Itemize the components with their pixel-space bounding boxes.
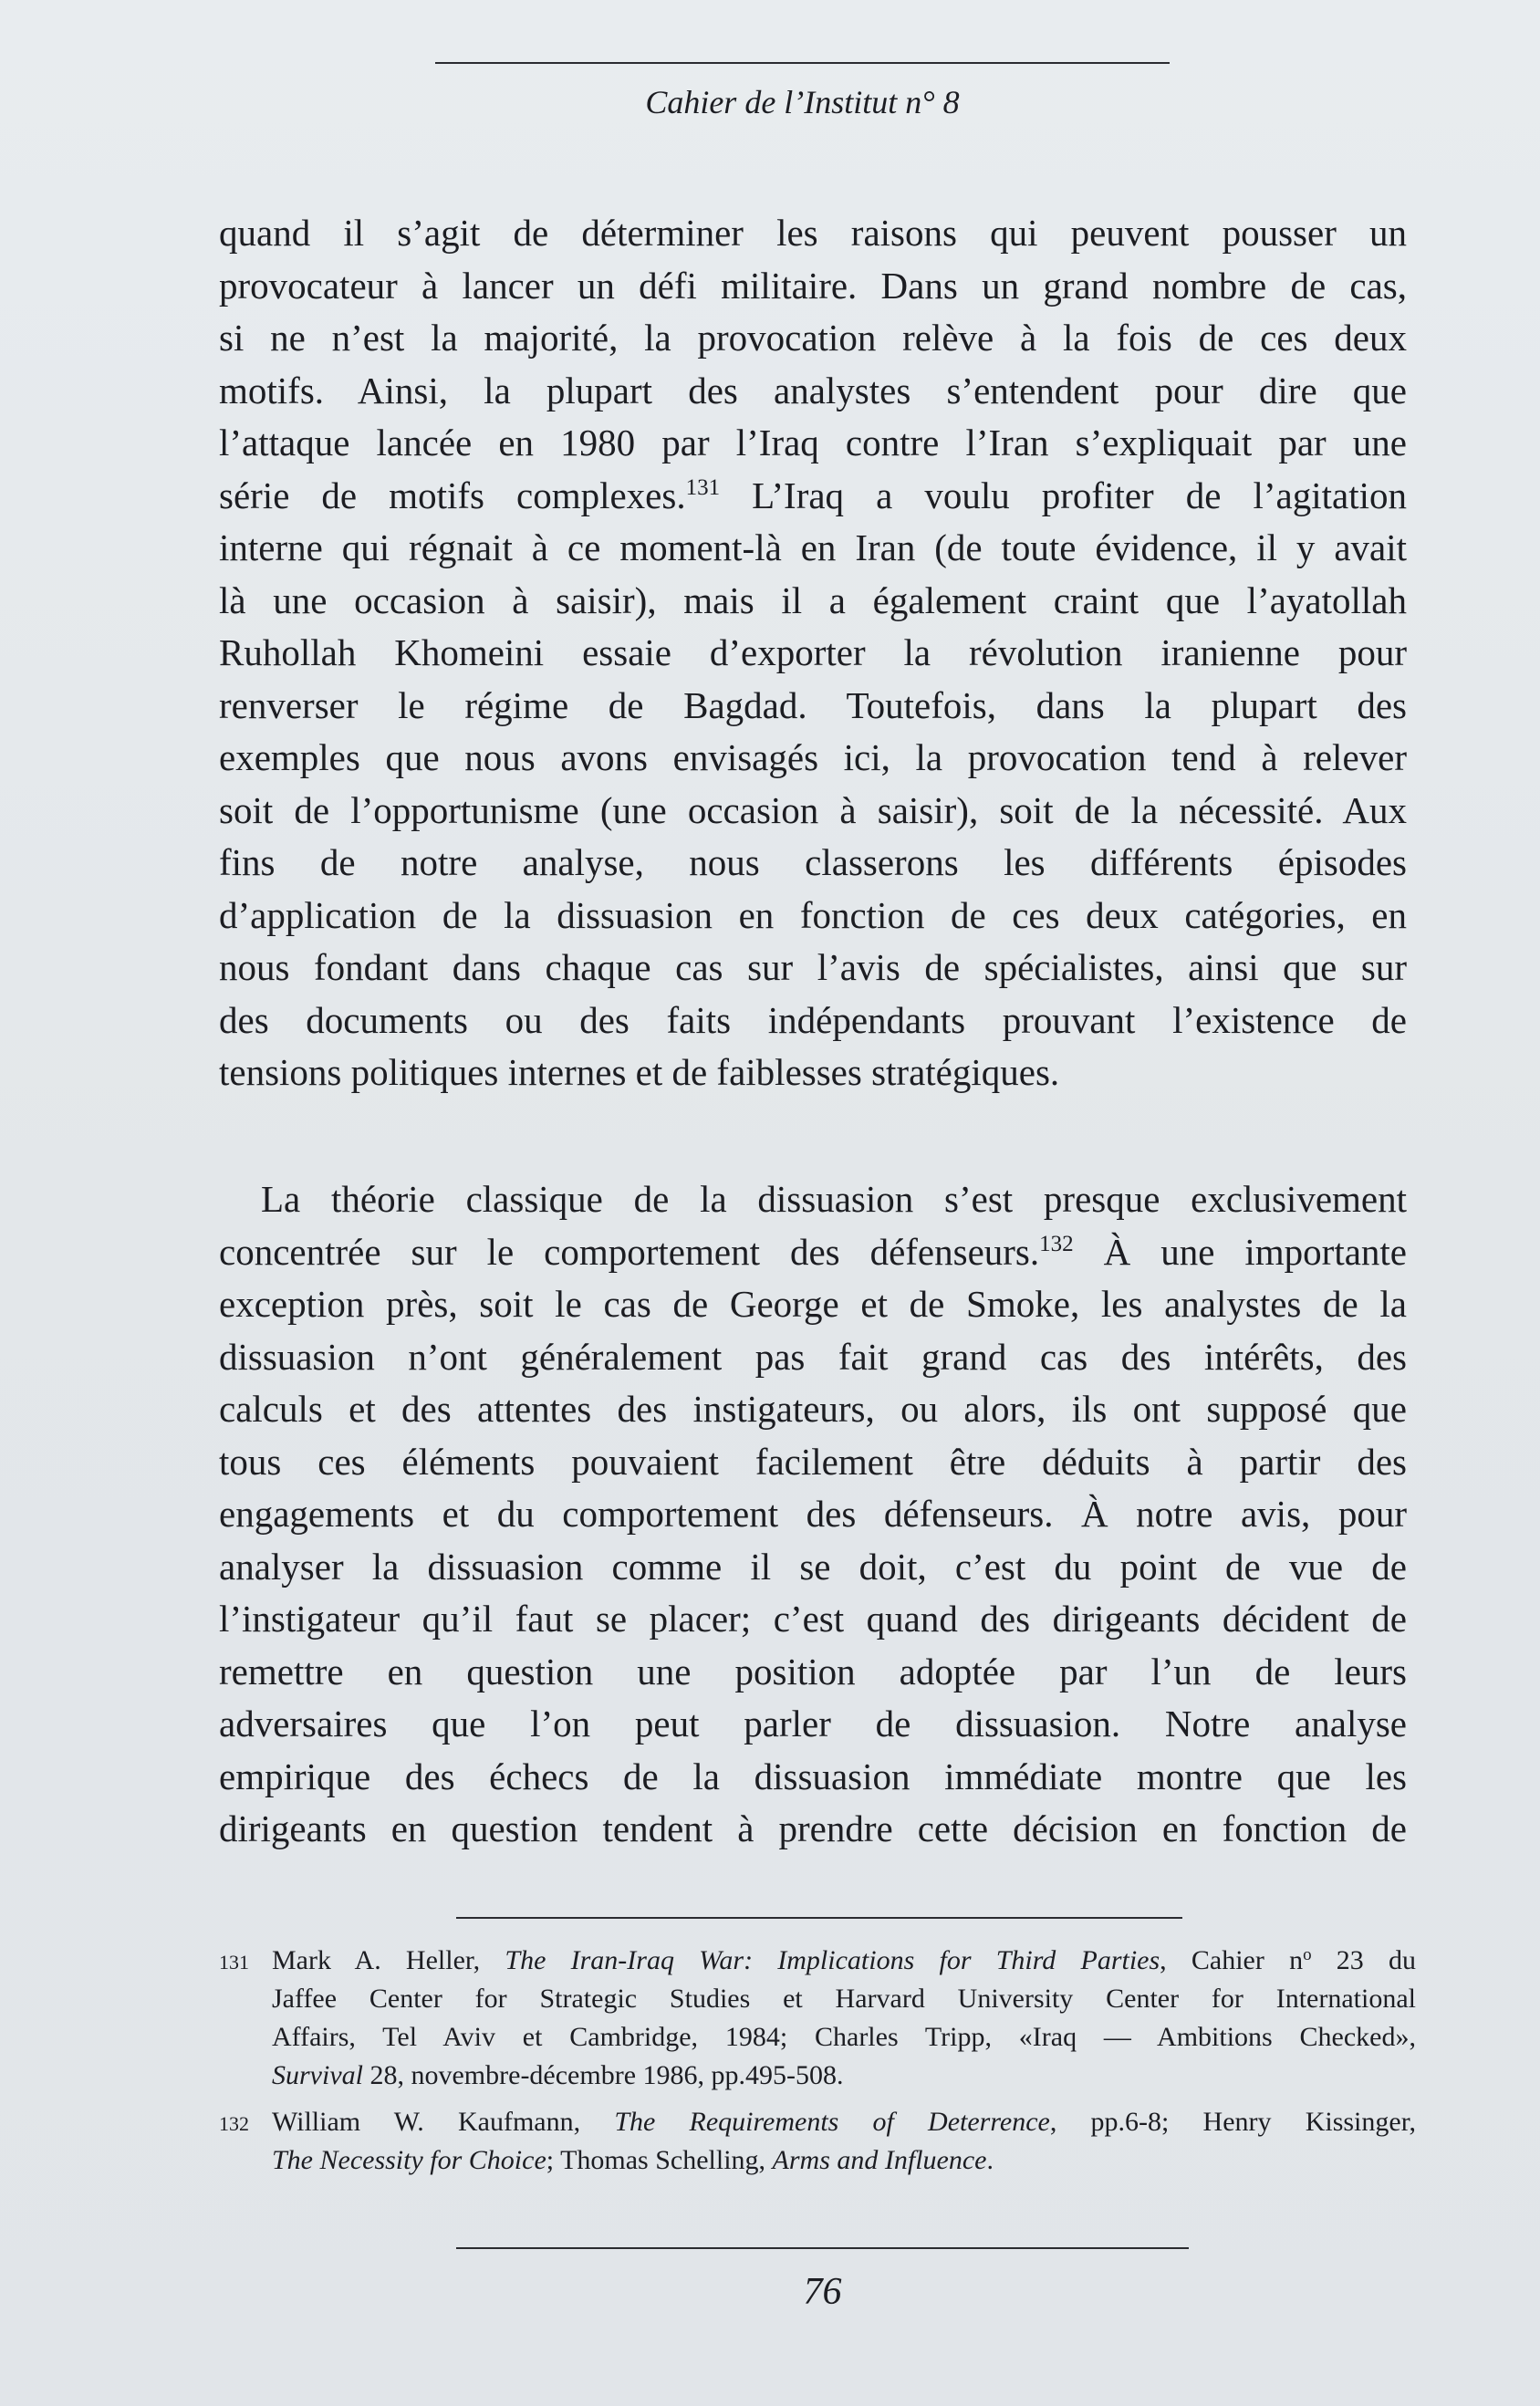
book-title: Arms and Influence xyxy=(772,2145,987,2175)
page-number: 76 xyxy=(803,2271,842,2313)
book-title: The Necessity for Choice xyxy=(272,2145,546,2175)
footnote-number: 131 xyxy=(219,1951,249,1974)
footnote-line xyxy=(272,2057,1416,2095)
footnote-line xyxy=(272,2141,1416,2180)
text-line: là une occasion à saisir), mais il a également craint que l’ayatollah xyxy=(219,578,1407,621)
text-line-with-footnote xyxy=(219,470,1407,523)
text-line: empirique des échecs de la dissuasion immédiate montre que les xyxy=(219,1755,1407,1797)
footnote-line xyxy=(272,2103,1416,2141)
text-line: quand il s’agit de déterminer les raisons qui peuvent pousser un xyxy=(219,212,1407,254)
footnote-line: Jaffee Center for Strategic Studies et Harvard University Center for International xyxy=(272,1984,1416,2014)
text-line: dissuasion n’ont généralement pas fait grand cas des intérêts, des xyxy=(219,1335,1407,1378)
footnote-text: 28, novembre-décembre 1986, pp.495-508. xyxy=(362,2060,844,2090)
footnote-text: 23 du xyxy=(1311,1945,1417,1975)
footnote-text: William W. Kaufmann, xyxy=(272,2107,615,2137)
text-line: tensions politiques internes et de faiblesses stratégiques. xyxy=(219,1051,1060,1093)
text-line: l’instigateur qu’il faut se placer; c’est quand des dirigeants décident de xyxy=(219,1598,1407,1640)
book-title: The Iran-Iraq War: Implications for Third Parties xyxy=(505,1945,1160,1975)
running-head: Cahier de l’Institut n° 8 xyxy=(645,84,960,120)
text-segment: L’Iraq a voulu profiter de l’agitation xyxy=(720,474,1407,516)
text-segment: À une importante xyxy=(1073,1230,1407,1273)
footnote-131 xyxy=(219,1942,1416,2095)
text-line: remettre en question une position adoptée par l’un de leurs xyxy=(219,1650,1407,1693)
text-line: adversaires que l’on peut parler de dissuasion. Notre analyse xyxy=(219,1703,1407,1745)
text-line: tous ces éléments pouvaient facilement être déduits à partir des xyxy=(219,1440,1407,1483)
footnote-132 xyxy=(219,2103,1416,2180)
text-segment: concentrée sur le comportement des défenseurs. xyxy=(219,1230,1040,1273)
footnote-text: , Cahier n xyxy=(1160,1945,1304,1975)
text-line: dirigeants en question tendent à prendre cette décision en fonction de xyxy=(219,1807,1407,1849)
text-line: soit de l’opportunisme (une occasion à saisir), soit de la nécessité. Aux xyxy=(219,788,1407,831)
text-line: si ne n’est la majorité, la provocation relève à la fois de ces deux xyxy=(219,317,1407,359)
book-title: The Requirements of Deterrence xyxy=(614,2107,1050,2137)
footnote-text: . xyxy=(986,2145,994,2175)
footer-rule xyxy=(456,2247,1189,2249)
text-line: provocateur à lancer un défi militaire. Dans un grand nombre de cas, xyxy=(219,264,1407,307)
footnote-text: Mark A. Heller, xyxy=(272,1945,505,1975)
text-line: d’application de la dissuasion en fonction de ces deux catégories, en xyxy=(219,893,1407,936)
text-line: fins de notre analyse, nous classerons les différents épisodes xyxy=(219,841,1407,883)
footnote-text: , pp.6-8; Henry Kissinger, xyxy=(1049,2107,1416,2137)
text-line: La théorie classique de la dissuasion s’est presque exclusivement xyxy=(261,1178,1407,1220)
footnotes xyxy=(219,1942,1416,2188)
body-paragraph-1 xyxy=(219,207,1407,1099)
header-rule xyxy=(435,62,1170,64)
text-line: des documents ou des faits indépendants prouvant l’existence de xyxy=(219,998,1407,1041)
footnote-reference-131: 131 xyxy=(685,474,721,500)
text-line: interne qui régnait à ce moment-là en Iran (de toute évidence, il y avait xyxy=(219,526,1407,568)
ordinal-marker: o xyxy=(1303,1945,1312,1964)
footnote-separator xyxy=(456,1917,1182,1919)
footnote-reference-132: 132 xyxy=(1039,1231,1074,1256)
text-line-with-footnote xyxy=(219,1226,1407,1279)
text-line: calculs et des attentes des instigateurs, ou alors, ils ont supposé que xyxy=(219,1388,1407,1430)
text-line: exception près, soit le cas de George et de Smoke, les analystes de la xyxy=(219,1283,1407,1325)
text-line: nous fondant dans chaque cas sur l’avis de spécialistes, ainsi que sur xyxy=(219,946,1407,988)
text-line: engagements et du comportement des défenseurs. À notre avis, pour xyxy=(219,1493,1407,1535)
footnote-line xyxy=(272,1942,1416,1980)
footnote-number: 132 xyxy=(219,2112,249,2135)
text-line: Ruhollah Khomeini essaie d’exporter la révolution iranienne pour xyxy=(219,631,1407,673)
footnote-line: Affairs, Tel Aviv et Cambridge, 1984; Charles Tripp, «Iraq — Ambitions Checked», xyxy=(272,2022,1416,2052)
body-paragraph-2 xyxy=(219,1173,1407,1856)
journal-title: Survival xyxy=(272,2060,363,2090)
text-line: exemples que nous avons envisagés ici, la provocation tend à relever xyxy=(219,736,1407,778)
text-line: motifs. Ainsi, la plupart des analystes s’entendent pour dire que xyxy=(219,369,1407,411)
text-line: renverser le régime de Bagdad. Toutefois, dans la plupart des xyxy=(219,683,1407,726)
text-line: l’attaque lancée en 1980 par l’Iraq contre l’Iran s’expliquait par une xyxy=(219,422,1407,463)
text-segment: série de motifs complexes. xyxy=(219,474,686,516)
footnote-text: ; Thomas Schelling, xyxy=(546,2145,773,2175)
text-line: analyser la dissuasion comme il se doit, c’est du point de vue de xyxy=(219,1545,1407,1588)
